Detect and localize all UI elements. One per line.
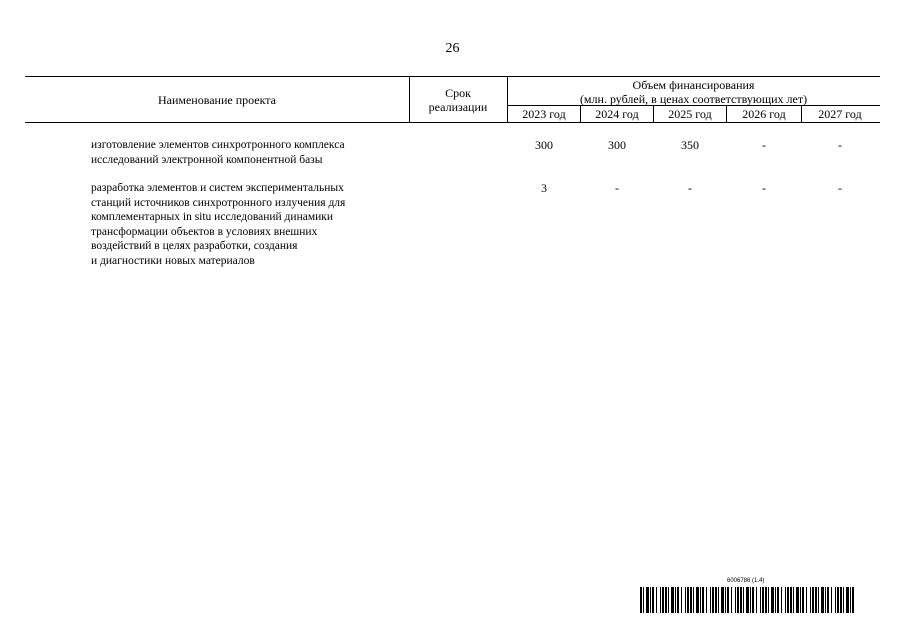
table-row-name xyxy=(91,138,411,167)
barcode-label: 6006786 (1.4) xyxy=(727,578,765,584)
column-divider xyxy=(726,105,727,122)
year-header: 2023 год xyxy=(522,107,566,121)
year-header: 2024 год xyxy=(595,107,639,121)
row-name-line: воздействий в целях разработки, создания xyxy=(91,240,298,252)
year-header: 2027 год xyxy=(818,107,862,121)
table-cell-value: 3 xyxy=(541,181,547,195)
year-header: 2025 год xyxy=(668,107,712,121)
row-name-line: станций источников синхротронного излучения для xyxy=(91,196,346,209)
year-header: 2026 год xyxy=(742,107,786,121)
column-divider xyxy=(801,105,802,122)
table-cell-value: - xyxy=(762,138,766,152)
header-term-line1: Срок xyxy=(445,86,471,100)
table-cell-value: 300 xyxy=(608,138,626,152)
page-number: 26 xyxy=(445,41,460,56)
barcode-image xyxy=(640,587,856,613)
header-funding-line1: Объем финансирования xyxy=(632,78,755,92)
table-row-name xyxy=(91,181,411,268)
table-cell-value: - xyxy=(838,138,842,152)
header-funding xyxy=(507,78,880,106)
table-header-bottom-rule xyxy=(25,122,880,123)
header-term xyxy=(409,86,507,114)
row-name-line: трансформации объектов в условиях внешних xyxy=(91,225,318,238)
row-name-line: комплементарных in situ исследований динамики xyxy=(91,211,333,223)
table-cell-value: - xyxy=(762,181,766,195)
table-top-rule xyxy=(25,76,880,77)
row-name-line: разработка элементов и систем экспериментальных xyxy=(91,182,344,194)
table-cell-value: 300 xyxy=(535,138,553,152)
row-name-line: и диагностики новых материалов xyxy=(91,254,255,267)
table-cell-value: 350 xyxy=(681,138,699,152)
row-name-line: исследований электронной компонентной базы xyxy=(91,153,323,166)
header-project-name: Наименование проекта xyxy=(157,93,277,107)
header-funding-line2: (млн. рублей, в ценах соответствующих лет) xyxy=(579,92,808,106)
table-cell-value: - xyxy=(838,181,842,195)
row-name-line: изготовление элементов синхротронного комплекса xyxy=(91,139,345,151)
table-cell-value: - xyxy=(688,181,692,195)
table-cell-value: - xyxy=(615,181,619,195)
header-term-line2: реализации xyxy=(428,100,488,114)
